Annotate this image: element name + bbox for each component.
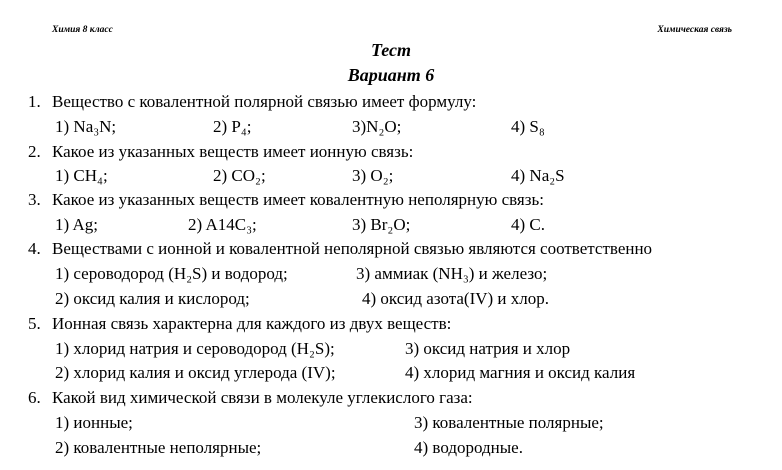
answer-option: 2) оксид калия и кислород;	[55, 289, 250, 308]
answer-option: 1) ионные;	[55, 413, 133, 432]
answer-option: 1) CH₄;	[55, 166, 108, 185]
question-6	[28, 388, 473, 408]
question-number: 6.	[28, 388, 41, 407]
question-text: Какое из указанных веществ имеет ионную связь:	[52, 142, 414, 161]
answer-option: 4) Na₂S	[511, 166, 565, 185]
answer-option: 3) Br₂O;	[352, 215, 411, 234]
answer-option: 1) Na₃N;	[55, 117, 117, 136]
answer-option: 2) ковалентные неполярные;	[55, 438, 262, 457]
answer-option: 4) S₈	[511, 117, 545, 136]
answer-option: 3)N₂O;	[352, 117, 402, 136]
question-number: 2.	[28, 142, 41, 161]
question-5	[28, 314, 451, 334]
answer-option: 4) водородные.	[414, 438, 523, 457]
question-number: 3.	[28, 190, 41, 209]
answer-option: 2) A14C₃;	[188, 215, 257, 234]
answer-option: 1) сероводород (H₂S) и водород;	[55, 264, 288, 283]
question-1	[28, 92, 476, 112]
answer-option: 2) P₄;	[213, 117, 252, 136]
answer-option: 1) Ag;	[55, 215, 98, 234]
answer-option: 1) хлорид натрия и сероводород (H₂S);	[55, 339, 335, 358]
header-subject: Химия 8 класс	[52, 25, 113, 35]
answer-option: 4) оксид азота(IV) и хлор.	[362, 289, 549, 308]
answer-option: 3) аммиак (NH₃) и железо;	[356, 264, 548, 283]
question-2	[28, 142, 413, 162]
question-text: Веществами с ионной и ковалентной неполярной связью являются соответственно	[52, 239, 653, 258]
answer-option: 2) CO₂;	[213, 166, 266, 185]
question-text: Вещество с ковалентной полярной связью имеет формулу:	[52, 92, 477, 111]
answer-option: 3) оксид натрия и хлор	[405, 339, 571, 358]
question-text: Какой вид химической связи в молекуле углекислого газа:	[52, 388, 473, 407]
question-4	[28, 239, 652, 259]
question-number: 5.	[28, 314, 41, 333]
header-topic: Химическая связь	[657, 25, 732, 35]
question-number: 1.	[28, 92, 41, 111]
answer-option: 4) хлорид магния и оксид калия	[405, 363, 636, 382]
question-number: 4.	[28, 239, 41, 258]
answer-option: 4) C.	[511, 215, 545, 234]
question-text: Какое из указанных веществ имеет ковалентную неполярную связь:	[52, 190, 544, 209]
answer-option: 3) O₂;	[352, 166, 394, 185]
answer-option: 2) хлорид калия и оксид углерода (IV);	[55, 363, 336, 382]
question-3	[28, 190, 544, 210]
question-text: Ионная связь характерна для каждого из двух веществ:	[52, 314, 452, 333]
answer-option: 3) ковалентные полярные;	[414, 413, 604, 432]
variant-title: Вариант 6	[347, 65, 435, 85]
page-title: Тест	[370, 40, 412, 60]
